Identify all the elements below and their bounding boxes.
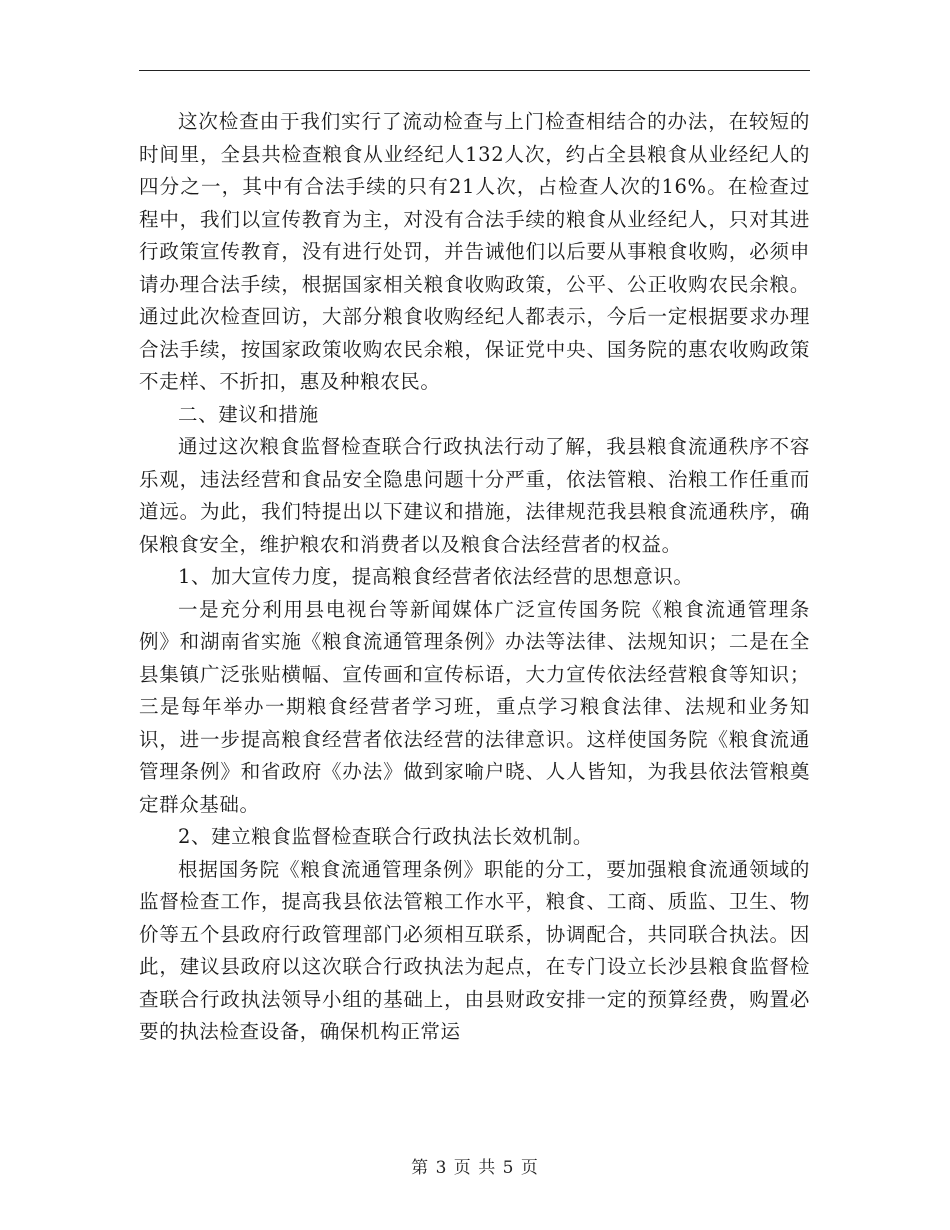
document-body bbox=[139, 106, 810, 1049]
header-rule bbox=[139, 70, 810, 71]
section-heading-suggestions: 二、建议和措施 bbox=[178, 402, 319, 426]
paragraph-publicity-measures: 一是充分利用县电视台等新闻媒体广泛宣传国务院《粮食流通管理条例》和湖南省实施《粮食流通管理条例》办法等法律、法规知识；二是在全县集镇广泛张贴横幅、宣传画和宣传标语，大力宣传依法经营粮食等知识；三是每年举办一期粮食经营者学习班，重点学习粮食法律、法规和业务知识，进一步提高粮食经营者依法经营的法律意识。这样使国务院《粮食流通管理条例》和省政府《办法》做到家喻户晓、人人皆知，为我县依法管粮奠定群众基础。 bbox=[139, 597, 810, 816]
paragraph-suggestions-intro: 通过这次粮食监督检查联合行政执法行动了解，我县粮食流通秩序不容乐观，违法经营和食品安全隐患问题十分严重，依法管粮、治粮工作任重而道远。为此，我们特提出以下建议和措施，法律规范我县粮食流通秩序，确保粮食安全，维护粮农和消费者以及粮食合法经营者的权益。 bbox=[139, 435, 810, 556]
page-number-footer: 第 3 页 共 5 页 bbox=[411, 1158, 539, 1178]
subheading-publicity: 1、加大宣传力度，提高粮食经营者依法经营的思想意识。 bbox=[178, 565, 694, 588]
paragraph-mechanism: 根据国务院《粮食流通管理条例》职能的分工，要加强粮食流通领域的监督检查工作，提高我县依法管粮工作水平，粮食、工商、质监、卫生、物价等五个县政府行政管理部门必须相互联系，协调配合，共同联合执法。因此，建议县政府以这次联合行政执法为起点，在专门设立长沙县粮食监督检查联合行政执法领导小组的基础上，由县财政安排一定的预算经费，购置必要的执法检查设备，确保机构正常运 bbox=[139, 857, 810, 1043]
subheading-mechanism: 2、建立粮食监督检查联合行政执法长效机制。 bbox=[178, 825, 594, 848]
paragraph-inspection-summary: 这次检查由于我们实行了流动检查与上门检查相结合的办法，在较短的时间里，全县共检查粮食从业经纪人132人次，约占全县粮食从业经纪人的四分之一，其中有合法手续的只有21人次，占检查人次的16%。在检查过程中，我们以宣传教育为主，对没有合法手续的粮食从业经纪人，只对其进行政策宣传教育，没有进行处罚，并告诫他们以后要从事粮食收购，必须申请办理合法手续，根据国家相关粮食收购政策，公平、公正收购农民余粮。通过此次检查回访，大部分粮食收购经纪人都表示，今后一定根据要求办理合法手续，按国家政策收购农民余粮，保证党中央、国务院的惠农收购政策不走样、不折扣，惠及种粮农民。 bbox=[139, 110, 810, 393]
